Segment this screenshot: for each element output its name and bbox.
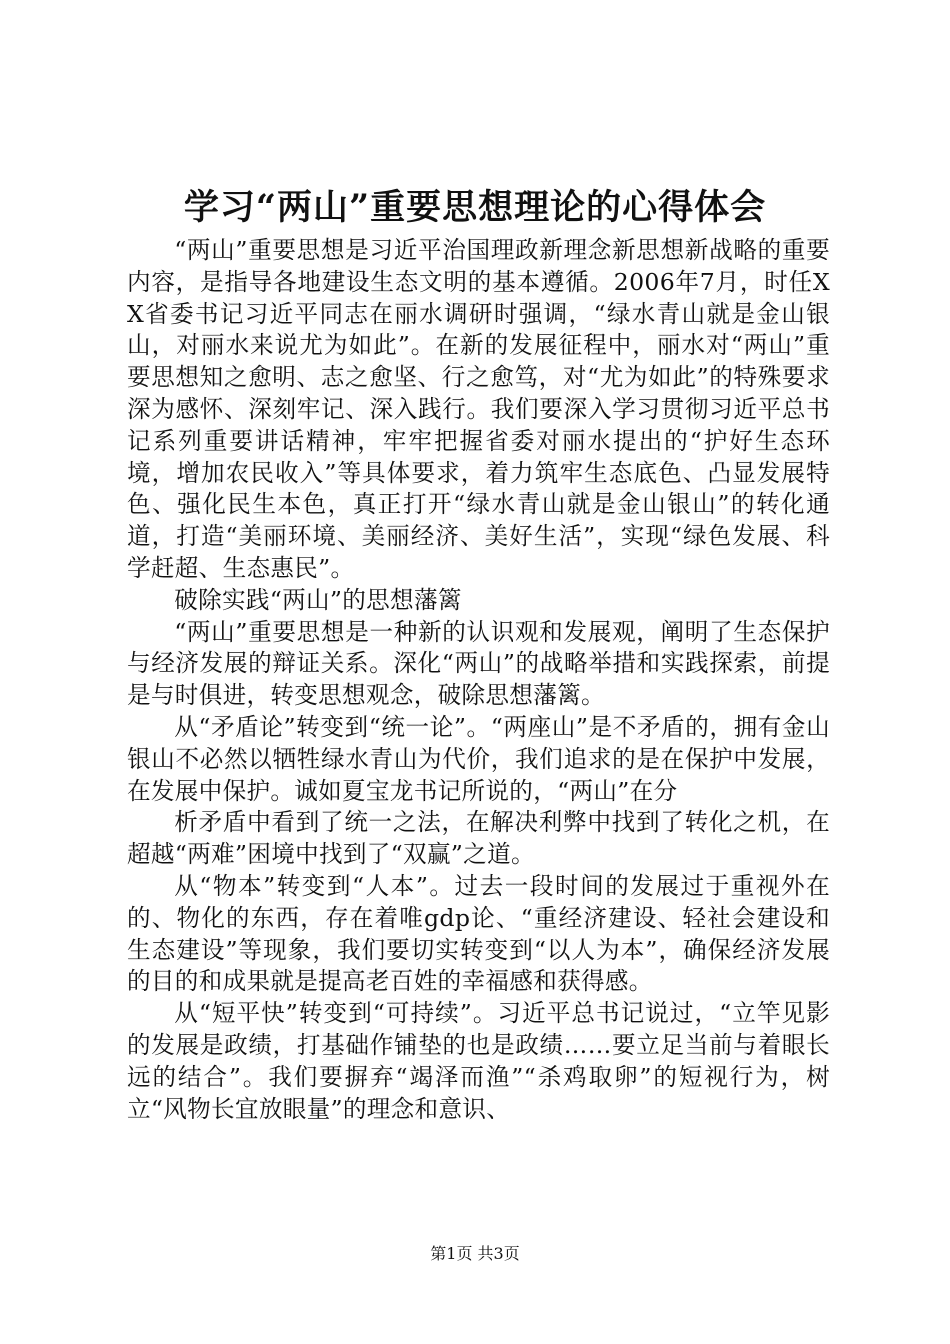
body-paragraph: “两山”重要思想是一种新的认识观和发展观，阐明了生态保护与经济发展的辩证关系。深化“两山”的战略举措和实践探索，前提是与时俱进，转变思想观念，破除思想藩篱。 [127, 617, 830, 710]
body-paragraph: 从“物本”转变到“人本”。过去一段时间的发展过于重视外在的、物化的东西，存在着唯gdp论、“重经济建设、轻社会建设和生态建设”等现象，我们要切实转变到“以人为本”，确保经济发展的目的和成果就是提高老百姓的幸福感和获得感。 [127, 871, 830, 996]
body-paragraph: “两山”重要思想是习近平治国理政新理念新思想新战略的重要内容，是指导各地建设生态文明的基本遵循。2006年7月，时任XX省委书记习近平同志在丽水调研时强调，“绿水青山就是金山银山，对丽水来说尤为如此”。在新的发展征程中，丽水对“两山”重要思想知之愈明、志之愈坚、行之愈笃，对“尤为如此”的特殊要求深为感怀、深刻牢记、深入践行。我们要深入学习贯彻习近平总书记系列重要讲话精神，牢牢把握省委对丽水提出的“护好生态环境，增加农民收入”等具体要求，着力筑牢生态底色、凸显发展特色、强化民生本色，真正打开“绿水青山就是金山银山”的转化通道，打造“美丽环境、美丽经济、美好生活”，实现“绿色发展、科学赶超、生态惠民”。 [127, 236, 830, 582]
page-footer: 第1页 共3页 [430, 1244, 520, 1263]
body-paragraph: 从“短平快”转变到“可持续”。习近平总书记说过，“立竿见影的发展是政绩，打基础作铺垫的也是政绩……要立足当前与着眼长远的结合”。我们要摒弃“竭泽而渔”“杀鸡取卵”的短视行为，树立“风物长宜放眼量”的理念和意识、 [127, 999, 830, 1123]
page-title: 学习“两山”重要思想理论的心得体会 [183, 187, 767, 228]
document-body [127, 235, 830, 1125]
section-heading: 破除实践“两山”的思想藩篱 [174, 585, 462, 614]
body-paragraph: 从“矛盾论”转变到“统一论”。“两座山”是不矛盾的，拥有金山银山不必然以牺牲绿水青山为代价，我们追求的是在保护中发展，在发展中保护。诚如夏宝龙书记所说的，“两山”在分 [127, 712, 830, 805]
body-paragraph: 析矛盾中看到了统一之法，在解决利弊中找到了转化之机，在超越“两难”困境中找到了“双赢”之道。 [127, 808, 830, 869]
